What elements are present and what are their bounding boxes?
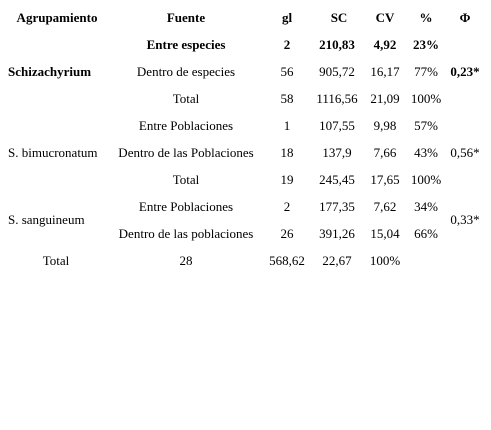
header-cv: CV [375, 10, 395, 25]
table-cell-df: 19 [280, 172, 294, 187]
header-ss: SC [330, 10, 348, 25]
table-cell-df: 2 [283, 37, 291, 52]
header-source: Fuente [166, 10, 206, 25]
table-cell-ss: 245,45 [319, 172, 355, 187]
table-cell-cv: 7,62 [373, 199, 397, 214]
header-df: gl [281, 10, 293, 25]
table-cell-grouping: Schizachyrium [8, 64, 92, 79]
table-cell-ss: 107,55 [319, 118, 355, 133]
table-cell-cv: 7,66 [373, 145, 397, 160]
table-cell-pct: 23% [413, 37, 439, 52]
table-cell-grouping: Total [42, 253, 70, 268]
table-cell-phi: 0,56* [450, 145, 480, 160]
table-cell-ss: 177,35 [319, 199, 355, 214]
header-grouping: Agrupamiento [16, 10, 98, 25]
header-pct: % [419, 10, 433, 25]
table-cell-cv: 4,92 [373, 37, 397, 52]
table-cell-pct: 66% [414, 226, 438, 241]
table-cell-source: Dentro de las Poblaciones [118, 145, 254, 160]
table-cell-pct: 57% [414, 118, 438, 133]
table-cell-cv: 9,98 [373, 118, 397, 133]
table-cell-df: 18 [280, 145, 294, 160]
table-cell-source: Entre Poblaciones [138, 199, 234, 214]
table-cell-df: 26 [280, 226, 294, 241]
header-phi: Φ [459, 10, 471, 25]
table-cell-phi: 0,23* [450, 64, 480, 79]
table-cell-source: Entre Poblaciones [138, 118, 234, 133]
table-cell-df: 568,62 [269, 253, 305, 268]
table-cell-source: Total [172, 91, 200, 106]
table-cell-pct: 34% [414, 199, 438, 214]
table-cell-source: Entre especies [146, 37, 226, 52]
table-cell-cv: 100% [369, 253, 401, 268]
table-cell-source: 28 [179, 253, 193, 268]
table-cell-df: 2 [283, 199, 291, 214]
table-cell-grouping: S. bimucronatum [8, 145, 98, 160]
table-cell-pct: 43% [414, 145, 438, 160]
table-cell-ss: 137,9 [322, 145, 352, 160]
table-cell-source: Total [172, 172, 200, 187]
table-cell-cv: 21,09 [370, 91, 400, 106]
table-cell-df: 1 [283, 118, 291, 133]
table-cell-df: 56 [280, 64, 294, 79]
table-cell-cv: 16,17 [370, 64, 400, 79]
table-cell-phi: 0,33* [450, 212, 480, 227]
table-cell-ss: 905,72 [319, 64, 355, 79]
table-cell-ss: 1116,56 [316, 91, 358, 106]
table-cell-pct: 100% [410, 172, 442, 187]
table-cell-pct: 77% [414, 64, 438, 79]
table-cell-source: Dentro de las poblaciones [118, 226, 254, 241]
table-cell-ss: 210,83 [319, 37, 355, 52]
table-cell-pct: 100% [410, 91, 442, 106]
table-cell-grouping: S. sanguineum [8, 212, 85, 227]
table-cell-cv: 17,65 [370, 172, 400, 187]
table-cell-ss: 391,26 [319, 226, 355, 241]
table-cell-df: 58 [280, 91, 294, 106]
table-cell-cv: 15,04 [370, 226, 400, 241]
table-cell-source: Dentro de especies [136, 64, 236, 79]
table-cell-ss: 22,67 [322, 253, 352, 268]
